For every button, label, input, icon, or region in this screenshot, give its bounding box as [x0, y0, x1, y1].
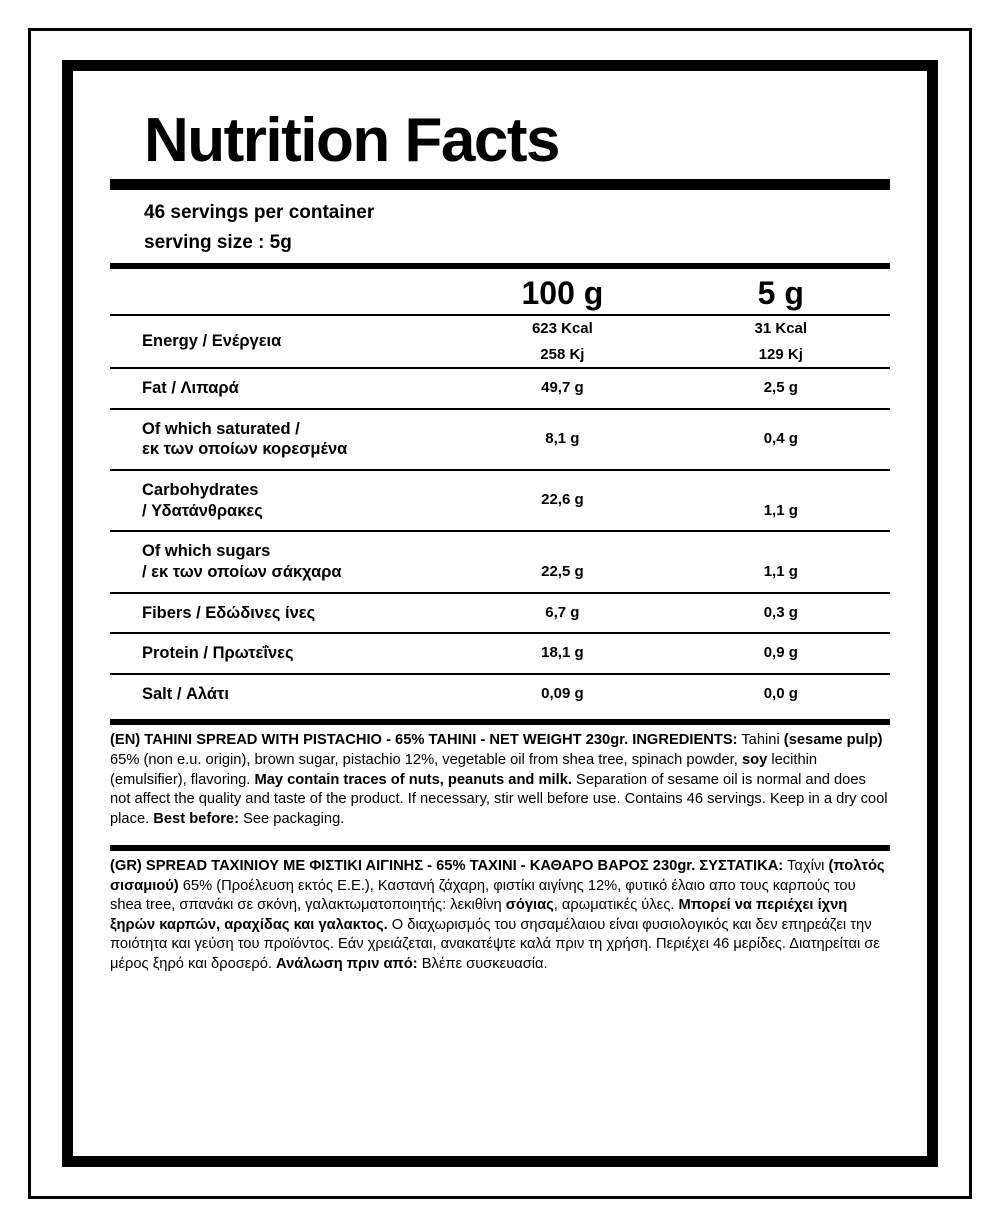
energy-kcal-5g: 31 Kcal [754, 320, 808, 338]
row-value-energy-100g [453, 315, 671, 368]
row-label-saturated [110, 409, 453, 470]
row-value-saturated-100g: 8,1 g [453, 409, 671, 470]
nutrition-table [110, 275, 890, 713]
page-title: Nutrition Facts [144, 106, 559, 175]
row-value-fibers-100g: 6,7 g [453, 593, 671, 634]
row-value-fibers-5g: 0,3 g [672, 593, 890, 634]
servings-per-container: 46 servings per container [144, 202, 375, 224]
row-value-energy-5g [672, 315, 890, 368]
row-label-sugars [110, 531, 453, 592]
divider-above-description-gr [110, 845, 890, 851]
table-row [110, 315, 890, 368]
table-row [110, 531, 890, 592]
row-label-carbohydrates [110, 470, 453, 531]
table-row [110, 593, 890, 634]
row-label-sugars-text: Of which sugars / εκ των οποίων σάκχαρα [142, 542, 342, 581]
energy-kj-5g: 129 Kj [758, 345, 803, 363]
row-label-saturated-text: Of which saturated / εκ των οποίων κορεσμένα [142, 419, 348, 459]
serving-info [144, 198, 890, 257]
table-header-row [110, 275, 890, 315]
row-value-salt-100g: 0,09 g [453, 674, 671, 714]
row-value-sugars-5g: 1,1 g [672, 531, 890, 592]
row-label-fat: Fat / Λιπαρά [110, 368, 453, 409]
row-value-fat-5g: 2,5 g [672, 368, 890, 409]
serving-size: serving size : 5g [144, 231, 292, 253]
table-row [110, 470, 890, 531]
row-value-sugars-100g: 22,5 g [453, 531, 671, 592]
table-row [110, 368, 890, 409]
label-content [110, 108, 890, 1131]
energy-kcal-100g: 623 Kcal [531, 320, 593, 338]
spacer [110, 829, 890, 839]
row-label-salt: Salt / Αλάτι [110, 674, 453, 714]
row-value-saturated-5g: 0,4 g [672, 409, 890, 470]
row-label-protein: Protein / Πρωτεΐνες [110, 633, 453, 674]
column-header-100g: 100 g [521, 275, 604, 312]
table-row [110, 409, 890, 470]
table-row [110, 674, 890, 714]
row-value-salt-5g: 0,0 g [672, 674, 890, 714]
column-header-5g: 5 g [757, 275, 804, 312]
header-spacer [110, 275, 453, 315]
table-row [110, 633, 890, 674]
row-value-protein-100g: 18,1 g [453, 633, 671, 674]
row-label-energy: Energy / Ενέργεια [110, 315, 453, 368]
row-label-fibers: Fibers / Εδώδινες ίνες [110, 593, 453, 634]
row-label-carbohydrates-text: Carbohydrates / Υδατάνθρακες [142, 481, 263, 520]
energy-kj-100g: 258 Kj [540, 345, 585, 363]
row-value-carbohydrates-100g: 22,6 g [453, 470, 671, 531]
divider-above-description-en [110, 719, 890, 725]
description-en: (EN) TAHINI SPREAD WITH PISTACHIO - 65% TAHINI - NET WEIGHT 230gr. INGREDIENTS: Tahini (sesame pulp) 65% (non e.u. origin), brown sugar, pistachio 12%, vegetable oil from shea tree, spinach powder, soy lecithin (emulsifier), flavoring. May contain traces of nuts, peanuts and milk. Separation of sesame oil is normal and does not affect the quality and taste of the product. If necessary, stir well before use. Contains 46 servings. Keep in a dry cool place. Best before: See packaging. [110, 732, 888, 827]
divider-above-table [110, 263, 890, 269]
row-value-fat-100g: 49,7 g [453, 368, 671, 409]
row-value-protein-5g: 0,9 g [672, 633, 890, 674]
row-value-carbohydrates-5g: 1,1 g [672, 470, 890, 531]
description-gr: (GR) SPREAD ΤΑΧΙΝΙΟΥ ΜΕ ΦΙΣΤΙΚΙ ΑΙΓΙΝΗΣ - 65% ΤΑΧΙΝΙ - ΚΑΘΑΡΟ ΒΑΡΟΣ 230gr. ΣΥΣΤΑΤΙΚΑ: Ταχίνι (πολτός σισαμιού) 65% (Προέλευση εκτός Ε.Ε.), Καστανή ζάχαρη, φιστίκι αιγίνης 12%, φυτικό έλαιο απο τους καρπούς του shea tree, σπανάκι σε σκόνη, γαλακτωματοποιητής: λεκιθίνη σόγιας, αρωματικές ύλες. Μπορεί να περιέχει ίχνη ξηρών καρπών, αραχίδας και γαλακτος. Ο διαχωρισμός του σησαμέλαιου είναι φυσιολογικός και δεν επηρεάζει την ποιότητα και γεύση του προϊόντος. Εάν χρειάζεται, ανακατέψτε καλά πριν τη χρήση. Περιέχει 46 μερίδες. Διατηρείται σε μέρος ξηρό και δροσερό. Ανάλωση πριν από: Βλέπε συσκευασία. [110, 858, 885, 972]
divider-top [110, 179, 890, 190]
